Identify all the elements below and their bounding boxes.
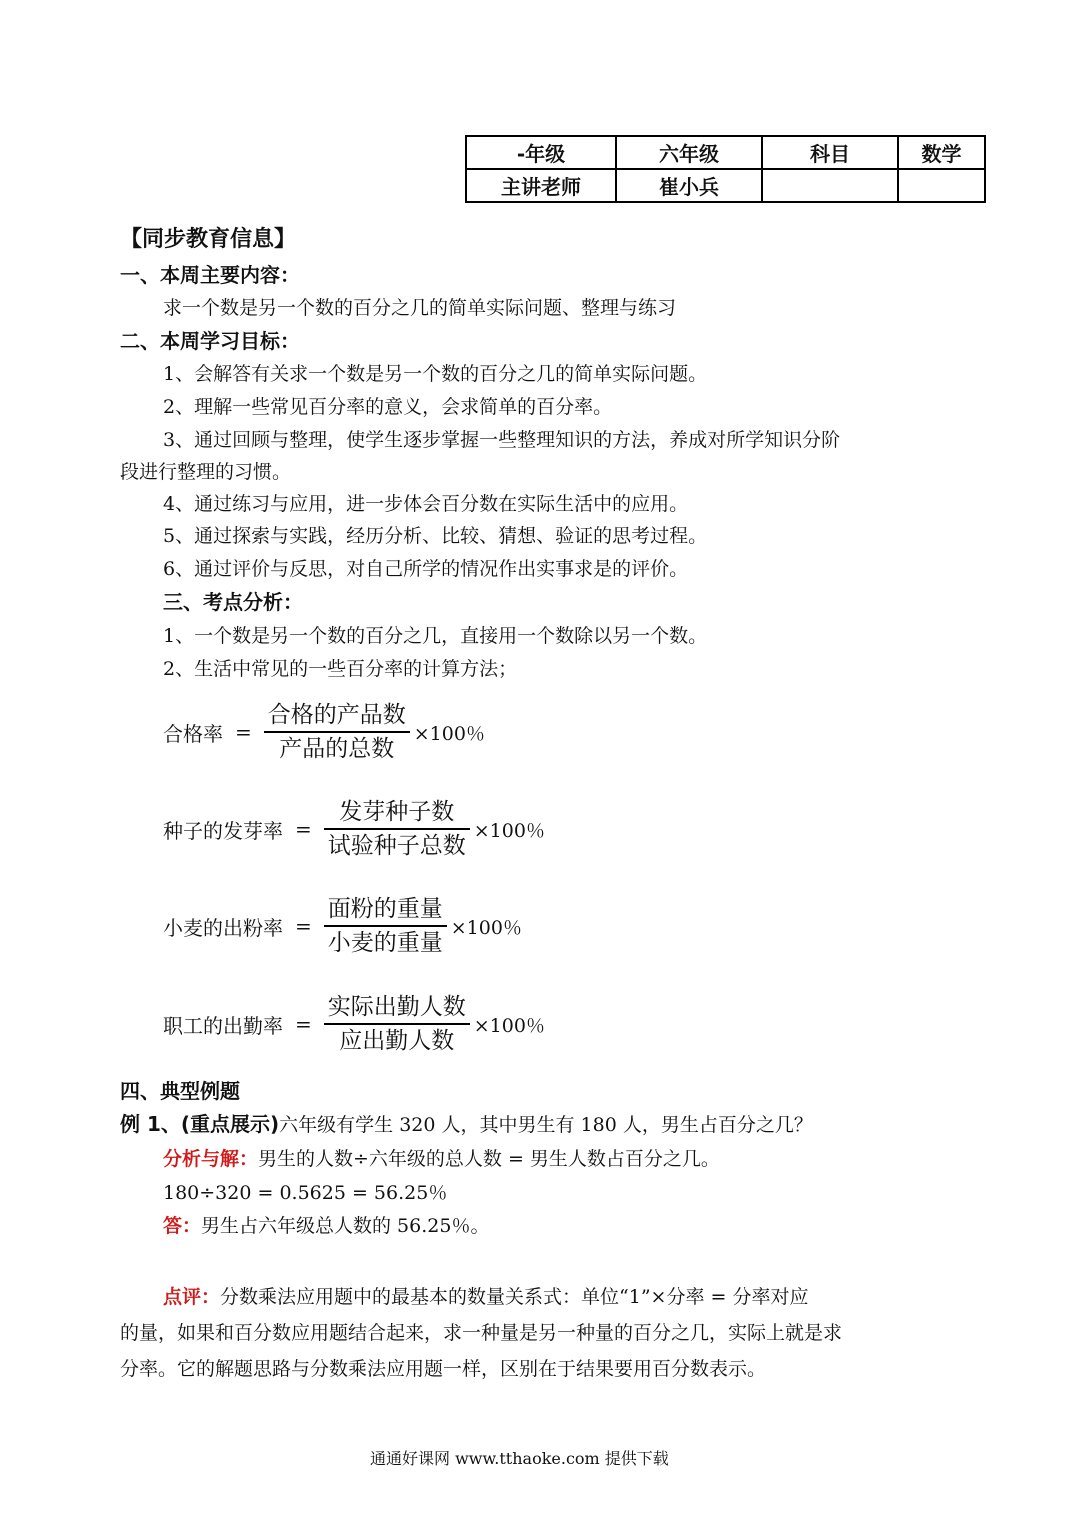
equals-sign: = — [295, 817, 312, 841]
analysis-line — [163, 1147, 720, 1171]
table-cell: 主讲老师 — [466, 169, 616, 202]
fraction-bar — [324, 925, 447, 927]
formula-label: 职工的出勤率 — [163, 1013, 283, 1038]
goal-item: 1、会解答有关求一个数是另一个数的百分之几的简单实际问题。 — [163, 363, 708, 385]
fraction-numerator: 实际出勤人数 — [327, 994, 466, 1020]
fraction — [324, 992, 470, 1056]
fraction-denominator: 产品的总数 — [279, 736, 395, 762]
fraction-bar — [324, 1023, 470, 1025]
comment-label: 点评： — [163, 1286, 221, 1308]
formula-attendance-rate — [163, 992, 545, 1056]
formula-label: 合格率 — [163, 721, 223, 746]
heading-main-content: 一、本周主要内容： — [120, 263, 300, 287]
fraction-denominator: 试验种子总数 — [327, 833, 466, 859]
equals-sign: = — [295, 914, 312, 938]
heading-key-points: 三、考点分析： — [163, 590, 303, 614]
section-title: 【同步教育信息】 — [120, 227, 297, 252]
fraction-numerator: 合格的产品数 — [267, 702, 406, 728]
table-row — [466, 169, 985, 202]
equals-sign: = — [295, 1012, 312, 1036]
table-row — [466, 136, 985, 169]
table-cell: -年级 — [466, 136, 616, 169]
example-label: 例 1、(重点展示) — [120, 1112, 280, 1136]
table-cell: 崔小兵 — [616, 169, 762, 202]
formula-flour-rate — [163, 894, 522, 958]
formula-pass-rate — [163, 700, 485, 764]
fraction — [324, 894, 447, 958]
main-content-text: 求一个数是另一个数的百分之几的简单实际问题、整理与练习 — [163, 297, 677, 319]
table-cell: 数学 — [898, 136, 985, 169]
fraction-bar — [264, 731, 410, 733]
course-info-table — [465, 135, 986, 203]
analysis-label: 分析与解： — [163, 1148, 259, 1170]
table-cell — [762, 169, 898, 202]
formula-label: 小麦的出粉率 — [163, 915, 283, 940]
comment-line — [163, 1285, 808, 1309]
key-point-item: 2、生活中常见的一些百分率的计算方法； — [163, 658, 518, 680]
table-cell — [898, 169, 985, 202]
times-100-percent: ×100％ — [473, 819, 545, 842]
goal-item: 3、通过回顾与整理，使学生逐步掌握一些整理知识的方法，养成对所学知识分阶 — [163, 429, 841, 451]
heading-learning-goals: 二、本周学习目标： — [120, 329, 300, 353]
answer-label: 答： — [163, 1215, 202, 1237]
key-point-item: 1、一个数是另一个数的百分之几，直接用一个数除以另一个数。 — [163, 625, 708, 647]
goal-item: 5、通过探索与实践，经历分析、比较、猜想、验证的思考过程。 — [163, 525, 708, 547]
comment-text: 分数乘法应用题中的最基本的数量关系式：单位“1”×分率 = 分率对应 — [220, 1286, 809, 1308]
goal-item-continued: 段进行整理的习惯。 — [120, 461, 292, 483]
goal-item: 6、通过评价与反思，对自己所学的情况作出实事求是的评价。 — [163, 558, 689, 580]
fraction-numerator: 面粉的重量 — [327, 896, 443, 922]
goal-item: 4、通过练习与应用，进一步体会百分数在实际生活中的应用。 — [163, 493, 689, 515]
fraction — [264, 700, 410, 764]
table-cell: 科目 — [762, 136, 898, 169]
times-100-percent: ×100％ — [413, 722, 485, 745]
fraction-denominator: 应出勤人数 — [339, 1028, 455, 1054]
times-100-percent: ×100％ — [450, 916, 522, 939]
answer-line — [163, 1214, 489, 1238]
formula-label: 种子的发芽率 — [163, 818, 283, 843]
equals-sign: = — [235, 720, 252, 744]
table-cell: 六年级 — [616, 136, 762, 169]
fraction-denominator: 小麦的重量 — [327, 930, 443, 956]
analysis-text: 男生的人数÷六年级的总人数 = 男生人数占百分之几。 — [258, 1148, 720, 1170]
calculation-line: 180÷320 = 0.5625 = 56.25％ — [163, 1182, 448, 1204]
times-100-percent: ×100％ — [473, 1014, 545, 1037]
comment-line: 分率。它的解题思路与分数乘法应用题一样，区别在于结果要用百分数表示。 — [120, 1358, 767, 1380]
answer-text: 男生占六年级总人数的 56.25％。 — [201, 1215, 490, 1237]
goal-item: 2、理解一些常见百分率的意义，会求简单的百分率。 — [163, 396, 613, 418]
example-question: 六年级有学生 320 人，其中男生有 180 人，男生占百分之几？ — [279, 1114, 813, 1136]
formula-germination-rate — [163, 797, 545, 861]
fraction-bar — [324, 828, 470, 830]
fraction — [324, 797, 470, 861]
page-footer: 通通好课网 www.tthaoke.com 提供下载 — [370, 1449, 669, 1468]
heading-examples: 四、典型例题 — [120, 1079, 240, 1103]
fraction-numerator: 发芽种子数 — [339, 799, 455, 825]
example-1 — [120, 1112, 813, 1137]
comment-line: 的量，如果和百分数应用题结合起来，求一种量是另一种量的百分之几，实际上就是求 — [120, 1322, 843, 1344]
